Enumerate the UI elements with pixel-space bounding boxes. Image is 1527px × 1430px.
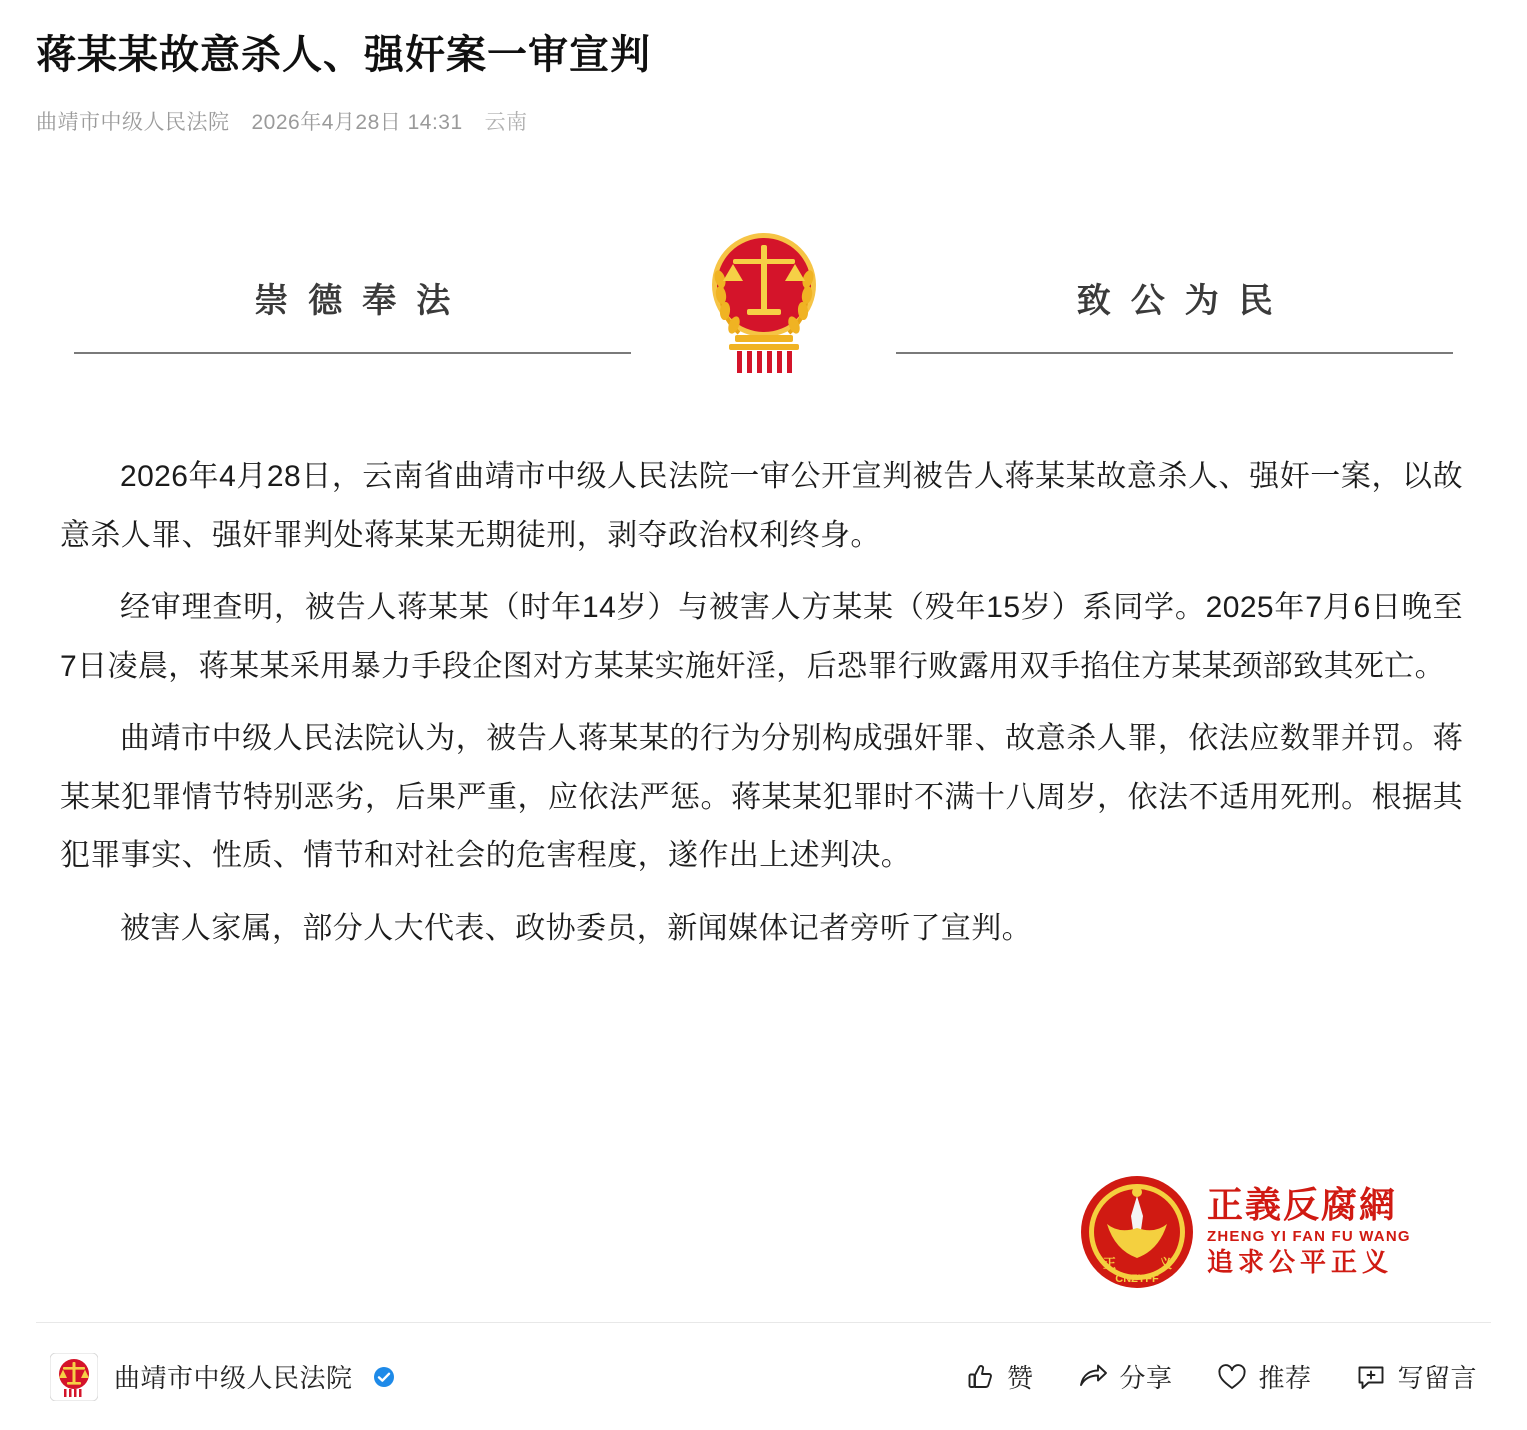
like-button[interactable]: [965, 1358, 1034, 1395]
account-name: 曲靖市中级人民法院: [114, 1363, 353, 1393]
article-paragraph: 2026年4月28日，云南省曲靖市中级人民法院一审公开宣判被告人蒋某某故意杀人、强奸一案，以故意杀人罪、强奸罪判处蒋某某无期徒刑，剥夺政治权利终身。: [60, 460, 1463, 552]
article-paragraph: 被害人家属，部分人大代表、政协委员，新闻媒体记者旁听了宣判。: [120, 911, 1032, 945]
article-body: [36, 448, 1491, 958]
heart-icon: [1216, 1361, 1248, 1393]
court-avatar-icon: [50, 1353, 98, 1401]
svg-text:CNZYFF: CNZYFF: [1115, 1273, 1159, 1285]
banner-left-rule: [74, 352, 631, 354]
recommend-label: 推荐: [1258, 1363, 1312, 1393]
banner-right-rule: [896, 352, 1453, 354]
watermark-title: 正義反腐網: [1207, 1185, 1398, 1226]
svg-text:义: 义: [1159, 1256, 1173, 1271]
site-watermark: [1077, 1162, 1457, 1302]
banner-left-text: 崇德奉法: [254, 282, 471, 320]
watermark-pinyin: ZHENG YI FAN FU WANG: [1207, 1227, 1411, 1245]
watermark-slogan: 追求公平正义: [1207, 1247, 1394, 1277]
article-meta: [36, 106, 1491, 136]
comment-icon: [1355, 1361, 1387, 1393]
share-button[interactable]: [1077, 1358, 1172, 1395]
watermark-badge-icon: [1077, 1172, 1197, 1292]
share-icon: [1077, 1361, 1109, 1393]
article-footer: [36, 1322, 1491, 1430]
share-label: 分享: [1119, 1363, 1173, 1393]
meta-source: 曲靖市中级人民法院: [36, 111, 230, 134]
like-label: 赞: [1006, 1363, 1034, 1393]
court-emblem-icon: [689, 223, 839, 383]
page-title: 蒋某某故意杀人、强奸案一审宣判: [36, 33, 651, 77]
comment-button[interactable]: [1355, 1358, 1477, 1395]
comment-label: 写留言: [1397, 1363, 1477, 1393]
banner-right: [859, 218, 1492, 388]
banner-left: [36, 218, 669, 388]
footer-actions: [965, 1358, 1477, 1395]
article-paragraph: 曲靖市中级人民法院认为，被告人蒋某某的行为分别构成强奸罪、故意杀人罪，依法应数罪并罚。蒋某某犯罪情节特别恶劣，后果严重，应依法严惩。蒋某某犯罪时不满十八周岁，依法不适用死刑。根据其犯罪事实、性质、情节和对社会的危害程度，遂作出上述判决。: [60, 722, 1463, 872]
court-emblem-wrap: [669, 223, 859, 383]
article-paragraph: 经审理查明，被告人蒋某某（时年14岁）与被害人方某某（殁年15岁）系同学。2025年7月6日晚至7日凌晨，蒋某某采用暴力手段企图对方某某实施奸淫，后恐罪行败露用双手掐住方某某颈部致其死亡。: [60, 591, 1463, 683]
verified-badge-icon: [373, 1366, 395, 1388]
recommend-button[interactable]: [1216, 1358, 1311, 1395]
account-block[interactable]: [50, 1353, 395, 1401]
court-banner: [36, 218, 1491, 388]
meta-location: 云南: [484, 111, 528, 134]
meta-date: 2026年4月28日 14:31: [251, 111, 463, 134]
svg-text:正: 正: [1103, 1256, 1117, 1271]
banner-right-text: 致公为民: [1076, 282, 1293, 320]
thumbs-up-icon: [965, 1361, 997, 1393]
watermark-text: [1207, 1186, 1411, 1278]
